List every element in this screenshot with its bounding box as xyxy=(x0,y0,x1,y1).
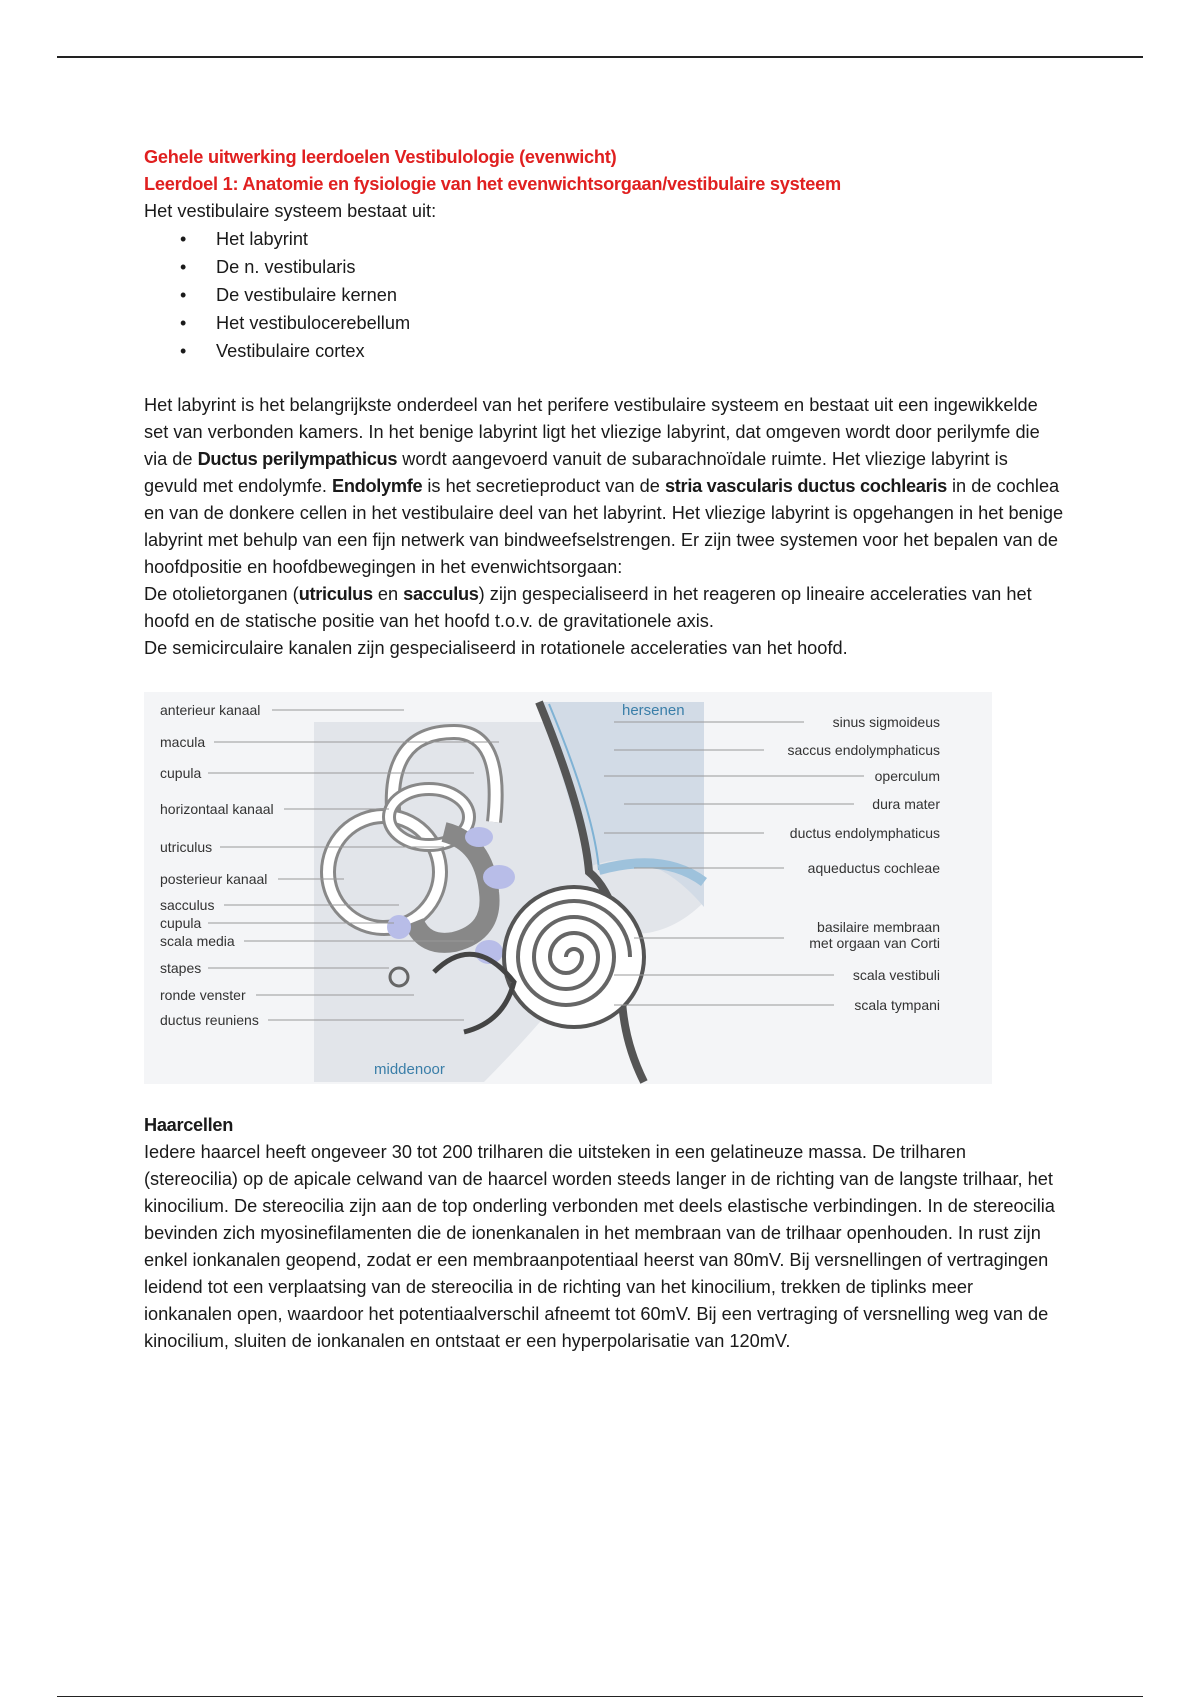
labyrinth-figure xyxy=(144,692,992,1084)
label-posterieur-kanaal: posterieur kanaal xyxy=(160,871,268,887)
label-cupula-2: cupula xyxy=(160,915,202,931)
label-middenoor: middenoor xyxy=(374,1061,445,1078)
list-item: • De vestibulaire kernen xyxy=(216,281,1064,309)
intro-text: Het vestibulaire systeem bestaat uit: xyxy=(144,201,437,221)
haarcellen-paragraph: Iedere haarcel heeft ongeveer 30 tot 200 trilharen die uitsteken in een gelatineuze massa. De trilharen (stereocilia) op de apicale celwand van de haarcel worden steeds langer in de richting van de langste trilhaar, het kinocilium. De stereocilia zijn aan de top onderling verbonden met deels elastische verbindingen. In de stereocilia bevinden zich myosinefilamenten die de ionenkanalen in het membraan van de trilhaar openhouden. In rust zijn enkel ionkanalen geopend, zodat er een membraanpotentiaal heerst van 80mV. Bij versnellingen of vertragingen leidend tot een verplaatsing van de stereocilia in de richting van het kinocilium, trekken de tiplinks meer ionkanalen open, waardoor het potentiaalverschil afneemt tot 60mV. Bij een vertraging of versnelling weg van de kinocilium, sluiten de ionkanalen en ontstaat er een hyperpolarisatie van 120mV. xyxy=(144,1142,1055,1351)
header-rule xyxy=(57,56,1143,58)
label-cupula: cupula xyxy=(160,765,202,781)
label-hersenen: hersenen xyxy=(622,702,685,719)
document-body xyxy=(144,144,1064,1355)
label-scala-vestibuli: scala vestibuli xyxy=(852,967,940,983)
label-basilaire-membraan: basilaire membraan xyxy=(817,919,940,935)
component-list xyxy=(144,225,1064,365)
label-scala-media: scala media xyxy=(160,933,235,949)
macula-utriculus xyxy=(465,827,493,847)
label-ronde-venster: ronde venster xyxy=(160,987,246,1003)
label-scala-tympani: scala tympani xyxy=(854,997,940,1013)
sacculus-marker xyxy=(387,915,411,939)
label-macula: macula xyxy=(160,734,206,750)
label-saccus-endolymphaticus: saccus endolymphaticus xyxy=(787,742,940,758)
label-utriculus: utriculus xyxy=(160,839,213,855)
term-endolymfe: Endolymfe xyxy=(332,476,423,496)
label-aqueductus-cochleae: aqueductus cochleae xyxy=(807,860,940,876)
label-sinus-sigmoideus: sinus sigmoideus xyxy=(832,714,940,730)
labyrinth-paragraph: Het labyrint is het belangrijkste onderdeel van het perifere vestibulaire systeem en bestaat uit een ingewikkelde set van verbonden kamers. In het benige labyrint ligt het vliezige labyrint, dat omgeven wordt door perilymfe die via de Ductus perilympathicus wordt aangevoerd vanuit de subarachnoïdale ruimte. Het vliezige labyrint is gevuld met endolymfe. Endolymfe is het secretieproduct van de stria vascularis ductus cochlearis in de cochlea en van de donkere cellen in het vestibulaire deel van het labyrint. Het vliezige labyrint is opgehangen in het benige labyrint met behulp van een fijn netwerk van bindweefselstrengen. Er zijn twee systemen voor het bepalen van de hoofdpositie en hoofdbewegingen in het evenwichtsorgaan: xyxy=(144,395,1064,577)
learning-goal-title: Leerdoel 1: Anatomie en fysiologie van het evenwichtsorgaan/vestibulaire systeem xyxy=(144,174,841,194)
label-ductus-reuniens: ductus reuniens xyxy=(160,1012,259,1028)
term-ductus-perilympathicus: Ductus perilympathicus xyxy=(197,449,398,469)
term-sacculus: sacculus xyxy=(403,584,479,604)
list-item: • Het labyrint xyxy=(216,225,1064,253)
term-stria-vascularis: stria vascularis ductus cochlearis xyxy=(664,476,947,496)
term-utriculus: utriculus xyxy=(298,584,373,604)
label-horizontaal-kanaal: horizontaal kanaal xyxy=(160,801,274,817)
document-title: Gehele uitwerking leerdoelen Vestibulologie (evenwicht) xyxy=(144,147,617,167)
label-ductus-endolymphaticus: ductus endolymphaticus xyxy=(789,825,940,841)
otolith-paragraph: De otolietorganen (utriculus en sacculus) zijn gespecialiseerd in het reageren op lineaire acceleraties van het hoofd en de statische positie van het hoofd t.o.v. de gravitationele axis. xyxy=(144,584,1032,631)
label-anterieur-kanaal: anterieur kanaal xyxy=(160,702,261,718)
labyrinth-diagram xyxy=(144,692,992,1084)
label-sacculus: sacculus xyxy=(160,897,215,913)
label-stapes: stapes xyxy=(160,960,202,976)
list-item: • De n. vestibularis xyxy=(216,253,1064,281)
list-item: • Vestibulaire cortex xyxy=(216,337,1064,365)
label-operculum: operculum xyxy=(874,768,940,784)
label-orgaan-van-corti: met orgaan van Corti xyxy=(809,935,940,951)
footer-rule xyxy=(57,1696,1143,1697)
semicircular-paragraph: De semicirculaire kanalen zijn gespecialiseerd in rotationele acceleraties van het hoofd. xyxy=(144,638,848,658)
label-dura-mater: dura mater xyxy=(872,796,940,812)
section-title-haarcellen: Haarcellen xyxy=(144,1115,234,1135)
cupula-marker xyxy=(483,865,515,889)
list-item: • Het vestibulocerebellum xyxy=(216,309,1064,337)
